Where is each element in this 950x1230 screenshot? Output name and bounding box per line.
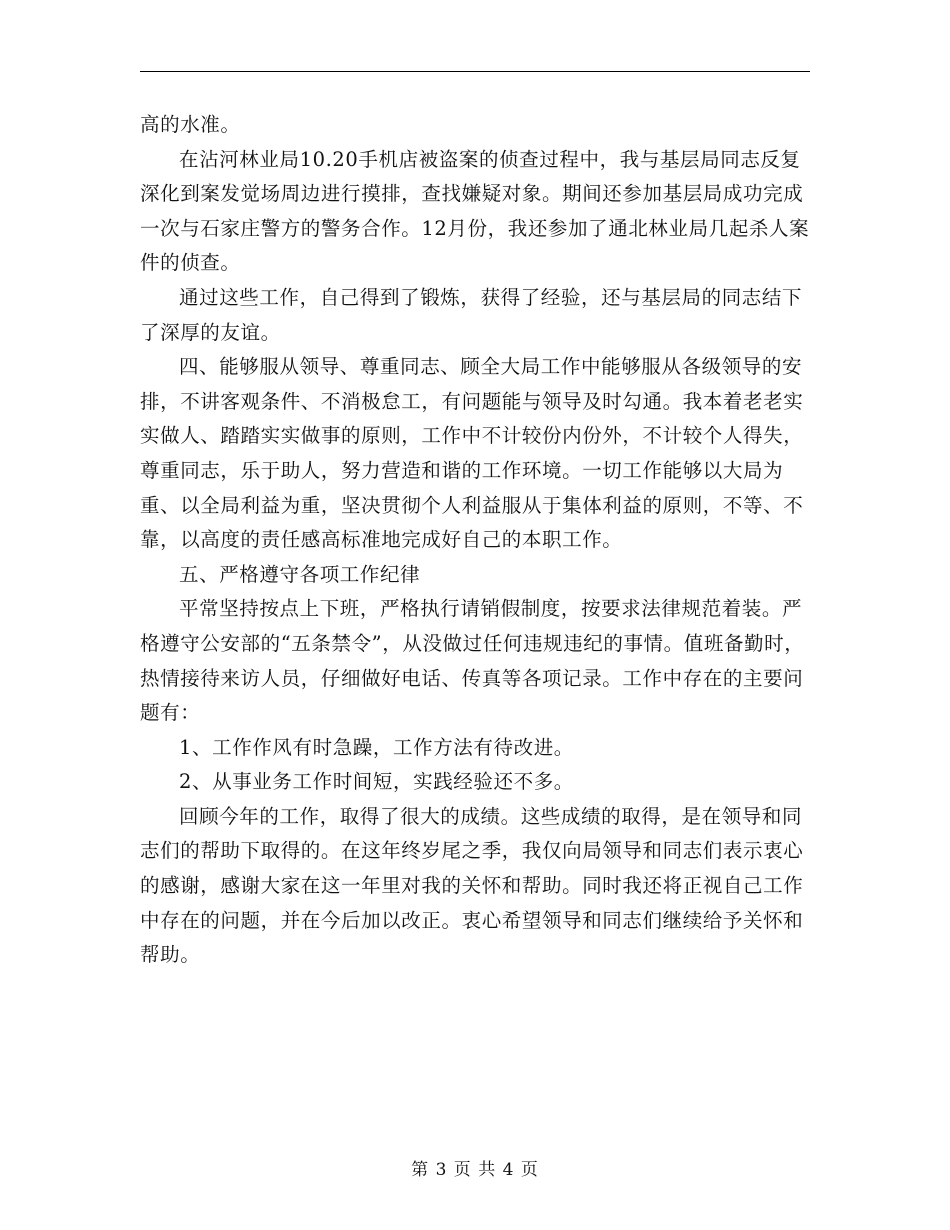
paragraph-1: 高的水准。: [140, 113, 241, 136]
paragraph-6: 平常坚持按点上下班，严格执行请销假制度，按要求法律规范着装。严格遵守公安部的“五条禁令”，从没做过任何违规违纪的事情。值班备勤时，热情接待来访人员，仔细做好电话、传真等各项记录。工作中存在的主要问题有：: [140, 597, 805, 725]
page-number: 第 3 页 共 4 页: [411, 1160, 539, 1180]
header-rule: [140, 71, 810, 72]
paragraph-3: 通过这些工作，自己得到了锻炼，获得了经验，还与基层局的同志结下了深厚的友谊。: [140, 285, 803, 344]
paragraph-2: 在沾河林业局10.20手机店被盗案的侦查过程中，我与基层局同志反复深化到案发觉场周边进行摸排，查找嫌疑对象。期间还参加基层局成功完成一次与石家庄警方的警务合作。12月份，我还参加了通北林业局几起杀人案件的侦查。: [140, 147, 810, 275]
paragraph-conclusion: 回顾今年的工作，取得了很大的成绩。这些成绩的取得，是在领导和同志们的帮助下取得的。在这年终岁尾之季，我仅向局领导和同志们表示衷心的感谢，感谢大家在这一年里对我的关怀和帮助。同时我还将正视自己工作中存在的问题，并在今后加以改正。衷心希望领导和同志们继续给予关怀和帮助。: [140, 804, 804, 967]
section-heading-5: 五、严格遵守各项工作纪律: [179, 562, 421, 586]
problem-item-2: 2、从事业务工作时间短，实践经验还不多。: [179, 770, 574, 794]
paragraph-4: 四、能够服从领导、尊重同志、顾全大局工作中能够服从各级领导的安排，不讲客观条件、不消极怠工，有问题能与领导及时勾通。我本着老老实实做人、踏踏实实做事的原则，工作中不计较份内份外，不计较个人得失，尊重同志，乐于助人，努力营造和谐的工作环境。一切工作能够以大局为重、以全局利益为重，坚决贯彻个人利益服从于集体利益的原则，不等、不靠，以高度的责任感高标准地完成好自己的本职工作。: [140, 355, 804, 552]
document-body: [140, 108, 810, 973]
problem-item-1: 1、工作作风有时急躁，工作方法有待改进。: [179, 735, 574, 759]
